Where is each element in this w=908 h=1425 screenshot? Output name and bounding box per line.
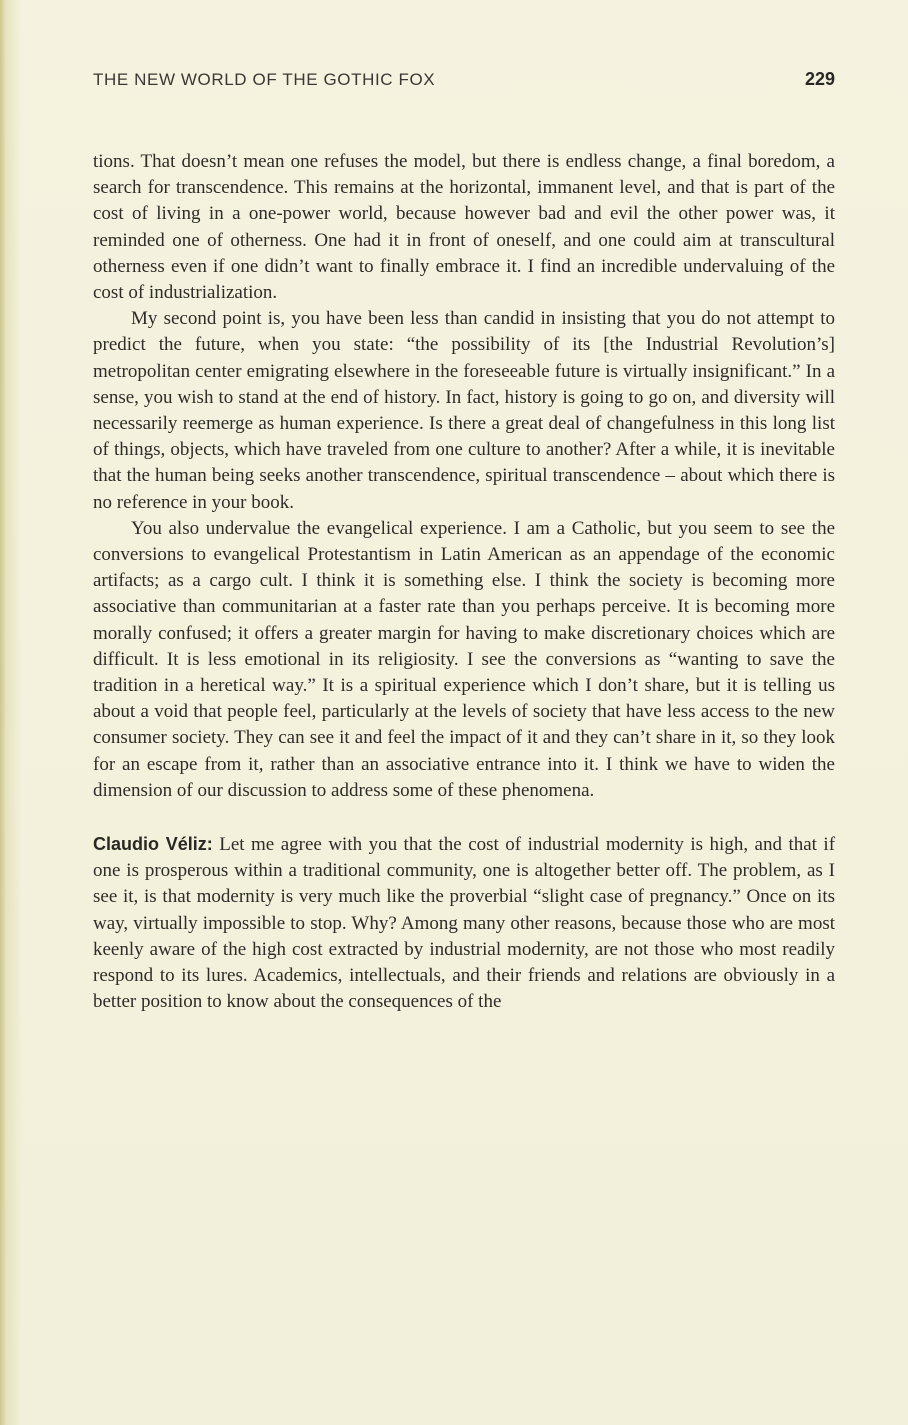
running-title: THE NEW WORLD OF THE GOTHIC FOX (93, 70, 436, 89)
paragraph-evangelical: You also undervalue the evangelical experience. I am a Catholic, but you seem to see the conversions to evangelical Protestantism in Latin American as an appendage of the economic artifacts; as a cargo cult. I think it is something else. I think the society is becoming more associative than communitarian at a faster rate than you perhaps perceive. It is becoming more morally confused; it offers a greater margin for having to make discretionary choices which are difficult. It is less emotional in its religiosity. I see the conversions as “wanting to save the tradition in a heretical way.” It is a spiritual experience which I don’t share, but it is telling us about a void that people feel, particularly at the levels of society that have less access to the new consumer society. They can see it and feel the impact of it and they can’t share in it, so they look for an escape from it, rather than an associative entrance into it. I think we have to widen the dimension of our discussion to address some of these phenomena. (93, 517, 835, 801)
paragraph-continued: tions. That doesn’t mean one refuses the model, but there is endless change, a final boredom, a search for transcendence. This remains at the horizontal, immanent level, and that is part of the cost of living in a one-power world, because however bad and evil the other power was, it reminded one of otherness. One had it in front of oneself, and one could aim at transcultural otherness even if one didn’t want to finally embrace it. I find an incredible undervaluing of the cost of industrialization. (93, 151, 835, 304)
speaker-paragraph (93, 831, 835, 1015)
speaker-text: Let me agree with you that the cost of industrial modernity is high, and that if one is prosperous within a traditional community, one is altogether better off. The problem, as I see it, is that modernity is very much like the proverbial “slight case of pregnancy.” Once on its way, virtually impossible to stop. Why? Among many other reasons, because those who are most keenly aware of the high cost extracted by industrial modernity, are not those who most readily respond to its lures. Academics, intellectuals, and their friends and relations are obviously in a better position to know about the consequences of the (93, 834, 836, 1013)
gutter-shadow (0, 0, 6, 1425)
speaker-name: Claudio Véliz: (93, 834, 213, 855)
paragraph-second-point: My second point is, you have been less than candid in insisting that you do not attempt to predict the future, when you state: “the possibility of its [the Industrial Revolution’s] metropolitan center emigrating elsewhere in the foreseeable future is virtually insignificant.” In a sense, you wish to stand at the end of history. In fact, history is going to go on, and diversity will necessarily reemerge as human experience. Is there a great deal of changefulness in this long list of things, objects, which have traveled from one culture to another? After a while, it is inevitable that the human being seeks another transcendence, spiritual transcendence – about which there is no reference in your book. (93, 308, 835, 513)
section-gap (93, 804, 835, 831)
page-number: 229 (804, 69, 835, 89)
body-text (93, 149, 835, 1016)
running-head (93, 70, 835, 96)
